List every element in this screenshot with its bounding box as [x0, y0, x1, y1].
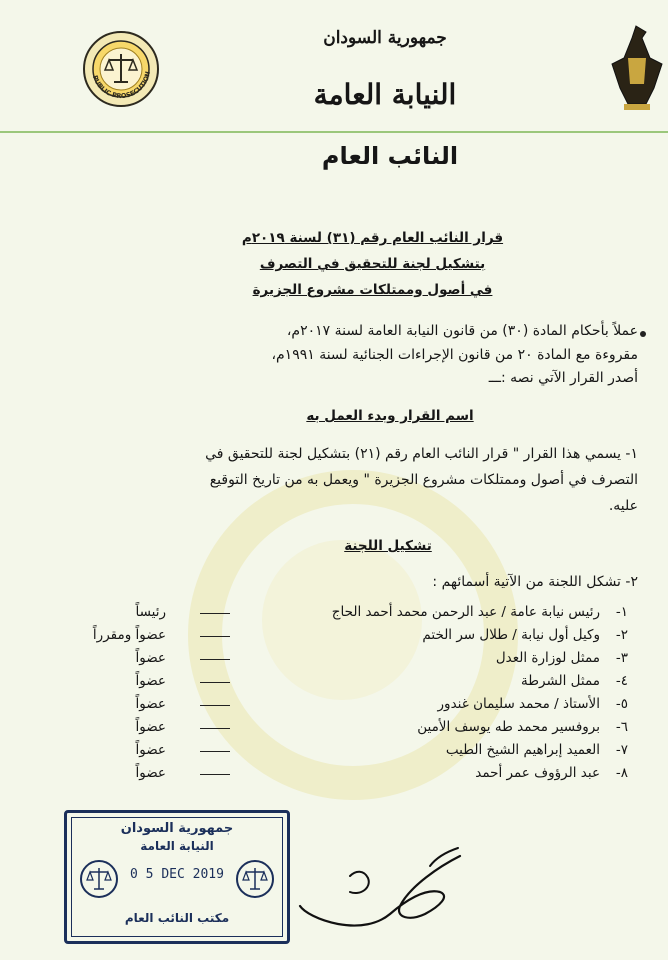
member-name: بروفسير محمد طه يوسف الأمين [417, 719, 600, 735]
list-item [68, 765, 628, 787]
bullet-icon [640, 331, 646, 337]
member-role: عضواً [135, 673, 166, 689]
member-role: عضواً [135, 742, 166, 758]
svg-text:PUBLIC PROSECUTION [91, 71, 152, 101]
member-dash [200, 705, 230, 706]
member-name: الأستاذ / محمد سليمان غندور [437, 696, 600, 712]
member-name: العميد إبراهيم الشيخ الطيب [445, 742, 600, 758]
member-name: وكيل أول نيابة / طلال سر الختم [422, 627, 600, 643]
header-divider [0, 131, 668, 133]
stamp-date: 0 5 DEC 2019 [130, 867, 224, 882]
preamble-line-2: مقروءة مع المادة ٢٠ من قانون الإجراءات الجنائية لسنة ١٩٩١م، [271, 347, 638, 363]
header-title: جمهورية السودان [323, 28, 447, 48]
member-name: ممثل لوزارة العدل [495, 650, 600, 666]
section1-line-1: ١- يسمي هذا القرار " قرار النائب العام رقم (٢١) بتشكيل لجنة للتحقيق في [205, 446, 638, 462]
section2-intro: ٢- تشكل اللجنة من الآتية أسمائهم : [432, 574, 638, 590]
member-role: رئيساً [135, 604, 166, 620]
stamp-title: جمهورية السودان [120, 821, 234, 836]
list-item [68, 627, 628, 649]
member-number: ٤- [615, 673, 628, 689]
state-emblem-icon [606, 18, 668, 114]
member-number: ٨- [615, 765, 628, 781]
section1-line-3: عليه. [608, 498, 638, 514]
member-number: ٥- [615, 696, 628, 712]
section1-heading: اسم القرار وبدء العمل به [306, 408, 474, 424]
member-role: عضواً [135, 696, 166, 712]
member-name: عبد الرؤوف عمر أحمد [475, 765, 600, 781]
list-item [68, 719, 628, 741]
decision-title-line-3: في أصول وممتلكات مشروع الجزيرة [252, 282, 493, 298]
member-dash [200, 774, 230, 775]
header-subtitle: النيابة العامة [313, 78, 457, 111]
stamp-footer: مكتب النائب العام [124, 911, 230, 925]
preamble-line-1: عملاً بأحكام المادة (٣٠) من قانون النيابة العامة لسنة ٢٠١٧م، [286, 323, 638, 339]
member-name: رئيس نيابة عامة / عبد الرحمن محمد أحمد الحاج [331, 604, 600, 620]
section2-heading: تشكيل اللجنة [344, 538, 432, 554]
decision-title-line-1: قرار النائب العام رقم (٣١) لسنة ٢٠١٩م [241, 230, 504, 246]
section1-line-2: التصرف في أصول وممتلكات مشروع الجزيرة " ويعمل به من تاريخ التوقيع [209, 472, 638, 488]
member-number: ٧- [615, 742, 628, 758]
list-item [68, 650, 628, 672]
handwritten-signature [290, 826, 490, 936]
member-dash [200, 728, 230, 729]
member-dash [200, 636, 230, 637]
member-number: ٦- [615, 719, 628, 735]
member-role: عضواً [135, 650, 166, 666]
logo-ring-text [82, 30, 160, 108]
office-title: النائب العام [321, 142, 459, 170]
member-number: ١- [615, 604, 628, 620]
member-name: ممثل الشرطة [521, 673, 600, 689]
member-dash [200, 751, 230, 752]
scales-icon [235, 859, 275, 899]
decision-title-line-2: بتشكيل لجنة للتحقيق في التصرف [259, 256, 486, 272]
member-dash [200, 659, 230, 660]
member-role: عضواً [135, 719, 166, 735]
stamp-subtitle: النيابة العامة [140, 839, 214, 853]
scales-icon [79, 859, 119, 899]
logo-left-text: PUBLIC PROSECUTION [90, 70, 152, 101]
member-dash [200, 682, 230, 683]
list-item [68, 742, 628, 764]
member-role: عضواً [135, 765, 166, 781]
member-dash [200, 613, 230, 614]
preamble-line-3: أصدر القرار الآتي نصه :ـــ [488, 370, 638, 386]
member-role: عضواً ومقرراً [92, 627, 166, 643]
list-item [68, 673, 628, 695]
list-item [68, 604, 628, 626]
member-number: ٣- [615, 650, 628, 666]
list-item [68, 696, 628, 718]
official-stamp [64, 810, 290, 944]
member-number: ٢- [615, 627, 628, 643]
